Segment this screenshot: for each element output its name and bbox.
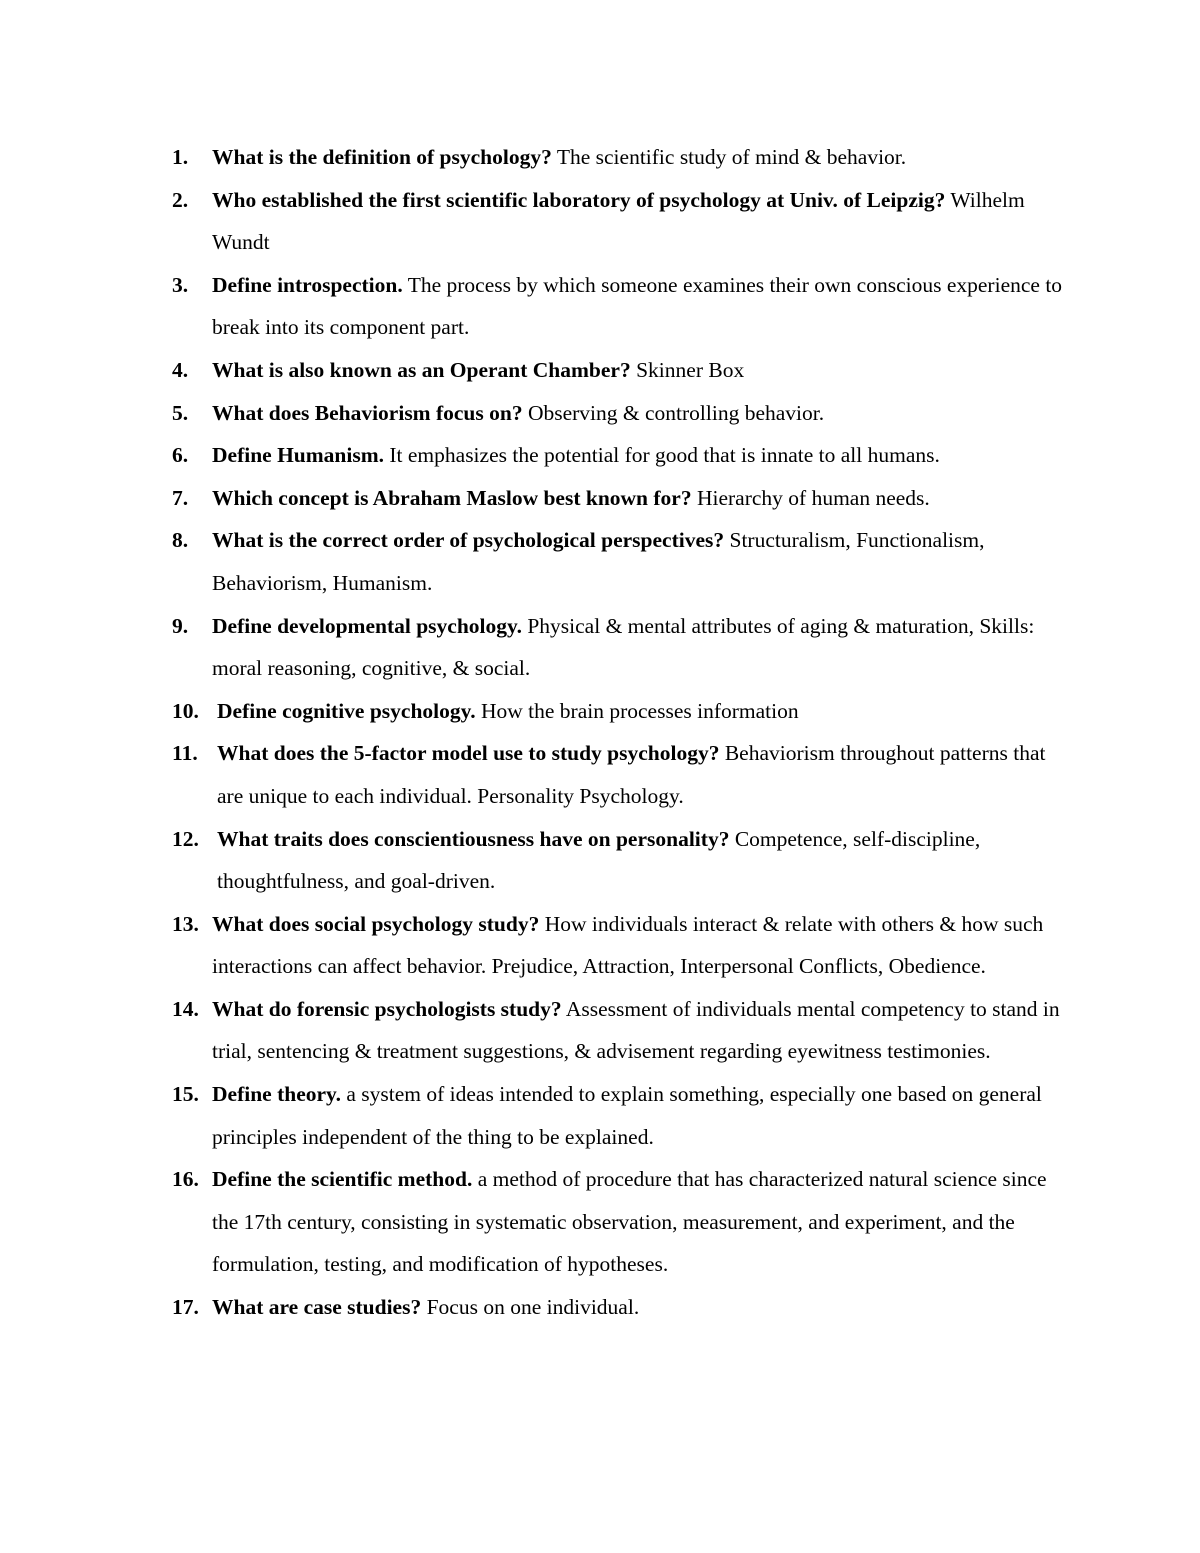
item-body	[217, 732, 1072, 817]
item-body	[212, 264, 1072, 349]
answer-text: The scientific study of mind & behavior.	[551, 145, 907, 169]
question-text: What traits does conscientiousness have on personality?	[217, 826, 730, 851]
list-item	[172, 988, 1072, 1073]
question-text: Define theory.	[212, 1082, 341, 1107]
list-item	[172, 605, 1072, 690]
item-number: 7.	[172, 485, 189, 510]
list-item	[172, 519, 1072, 604]
item-number: 11.	[172, 741, 198, 766]
question-text: What does social psychology study?	[212, 911, 540, 936]
answer-text: Skinner Box	[630, 357, 745, 382]
answer-text: Hierarchy of human needs.	[691, 485, 930, 510]
item-number: 5.	[172, 400, 189, 425]
question-text: Who established the first scientific laboratory of psychology at Univ. of Leipzig?	[212, 187, 946, 212]
list-item	[172, 818, 1072, 903]
answer-text: The process by which someone examines their own conscious experience to break into its component part.	[212, 272, 1063, 340]
list-item	[172, 392, 1072, 435]
item-body	[212, 903, 1072, 988]
item-body	[217, 690, 1072, 733]
question-text: Define the scientific method.	[212, 1167, 473, 1192]
item-body	[217, 818, 1072, 903]
item-body	[212, 1073, 1072, 1158]
question-text: What are case studies?	[212, 1295, 422, 1320]
answer-text: Observing & controlling behavior.	[522, 400, 825, 425]
list-item	[172, 136, 1072, 179]
answer-text: a system of ideas intended to explain something, especially one based on general principles independent of the thing to be explained.	[212, 1082, 1042, 1149]
answer-text: Behaviorism throughout patterns that are unique to each individual. Personality Psychology.	[217, 741, 1046, 808]
list-item	[172, 349, 1072, 392]
item-number: 3.	[172, 272, 189, 297]
list-item	[172, 732, 1072, 817]
list-item	[172, 179, 1072, 264]
question-answer-list	[172, 136, 1072, 1329]
list-item	[172, 690, 1072, 733]
item-body	[212, 477, 1072, 520]
question-text: What is also known as an Operant Chamber?	[212, 357, 631, 382]
question-text: Which concept is Abraham Maslow best known for?	[212, 485, 692, 510]
answer-text: Assessment of individuals mental competency to stand in trial, sentencing & treatment suggestions, & advisement regarding eyewitness testimonies.	[212, 996, 1060, 1064]
question-text: What is the correct order of psychological perspectives?	[212, 528, 725, 553]
item-body	[212, 519, 1072, 604]
answer-text: It emphasizes the potential for good that is innate to all humans.	[384, 443, 940, 468]
answer-text: How individuals interact & relate with others & how such interactions can affect behavior. Prejudice, Attraction, Interpersonal Conflicts, Obedience.	[212, 911, 1044, 979]
item-number: 12.	[172, 826, 199, 851]
item-body	[212, 988, 1072, 1073]
item-number: 13.	[172, 911, 199, 936]
list-item	[172, 903, 1072, 988]
list-item	[172, 434, 1072, 477]
item-body	[212, 1158, 1072, 1286]
list-item	[172, 1158, 1072, 1286]
item-body	[212, 1286, 1072, 1329]
question-text: What does Behaviorism focus on?	[212, 400, 523, 425]
question-text: What does the 5-factor model use to study psychology?	[217, 741, 720, 766]
item-body	[212, 179, 1072, 264]
item-number: 10.	[172, 698, 199, 723]
question-text: Define introspection.	[212, 272, 403, 297]
list-item	[172, 1286, 1072, 1329]
answer-text: Physical & mental attributes of aging & maturation, Skills: moral reasoning, cognitive, & social.	[212, 613, 1035, 681]
answer-text: How the brain processes information	[475, 698, 799, 723]
item-number: 17.	[172, 1295, 199, 1320]
item-body	[212, 434, 1072, 477]
question-text: What do forensic psychologists study?	[212, 996, 562, 1021]
question-text: Define Humanism.	[212, 443, 384, 468]
item-number: 1.	[172, 145, 189, 169]
item-number: 4.	[172, 357, 189, 382]
item-body	[212, 605, 1072, 690]
question-text: Define cognitive psychology.	[217, 698, 476, 723]
item-body	[212, 392, 1072, 435]
question-text: What is the definition of psychology?	[212, 145, 552, 169]
list-item	[172, 264, 1072, 349]
answer-text: Structuralism, Functionalism, Behaviorism, Humanism.	[212, 528, 985, 595]
answer-text: Wilhelm Wundt	[212, 187, 1025, 255]
item-number: 8.	[172, 528, 189, 553]
item-number: 15.	[172, 1082, 199, 1107]
item-body	[212, 349, 1072, 392]
answer-text: a method of procedure that has characterized natural science since the 17th century, consisting in systematic observation, measurement, and experiment, and the formulation, testing, and modification of hypotheses.	[212, 1167, 1047, 1277]
item-number: 2.	[172, 187, 189, 212]
item-number: 6.	[172, 443, 189, 468]
item-number: 9.	[172, 613, 189, 638]
item-body	[212, 136, 1072, 179]
list-item	[172, 477, 1072, 520]
answer-text: Focus on one individual.	[421, 1295, 640, 1320]
item-number: 16.	[172, 1167, 199, 1192]
list-item	[172, 1073, 1072, 1158]
item-number: 14.	[172, 996, 199, 1021]
question-text: Define developmental psychology.	[212, 613, 522, 638]
answer-text: Competence, self-discipline, thoughtfulness, and goal-driven.	[217, 826, 981, 894]
